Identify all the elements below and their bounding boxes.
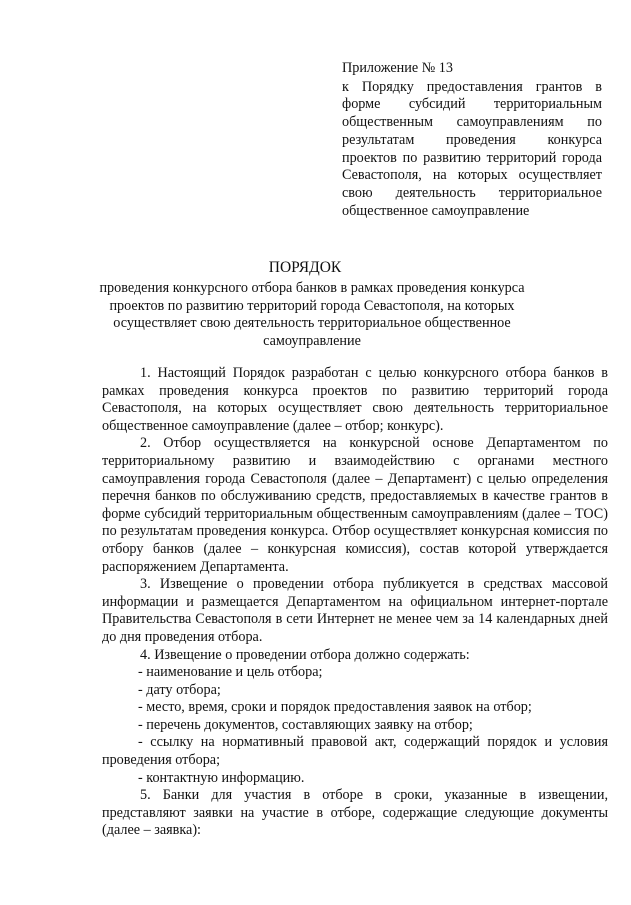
- list-item: - перечень документов, составляющих заявку на отбор;: [138, 716, 473, 733]
- document-body: [102, 365, 608, 840]
- paragraph-2: 2. Отбор осуществляется на конкурсной основе Департаментом по территориальному развитию и взаимодействию с органами местного самоуправления города Севастополя (далее – Департамент) с целью определения перечня банков по обслуживанию средств, предоставляемых в качестве грантов в форме субсидий территориальным общественным самоуправлениям (далее – ТОС) по результатам проведения конкурса. Отбор осуществляет конкурсная комиссия по отбору банков (далее – конкурсная комиссия), состав которой утверждается распоряжением Департамента.: [102, 435, 608, 575]
- list-item: - контактную информацию.: [138, 769, 305, 786]
- annex-number: Приложение № 13: [342, 60, 453, 76]
- list-item: - дату отбора;: [138, 681, 221, 698]
- paragraph-4: 4. Извещение о проведении отбора должно содержать:: [140, 646, 470, 663]
- document-subtitle: проведения конкурсного отбора банков в рамках проведения конкурса проектов по развитию территорий города Севастополя, на которых осуществляет свою деятельность территориальное общественное самоуправление: [99, 280, 525, 349]
- paragraph-3: 3. Извещение о проведении отбора публикуется в средствах массовой информации и размещается Департаментом на официальном интернет-портале Правительства Севастополя в сети Интернет не менее чем за 14 календарных дней до дня проведения отбора.: [102, 576, 608, 645]
- list-item: - ссылку на нормативный правовой акт, содержащий порядок и условия проведения отбора;: [102, 734, 608, 769]
- list-item: - место, время, сроки и порядок предоставления заявок на отбор;: [138, 699, 532, 716]
- document-title: ПОРЯДОК: [268, 259, 342, 276]
- paragraph-1: 1. Настоящий Порядок разработан с целью конкурсного отбора банков в рамках проведения конкурса проектов по развитию территорий города Севастополя, на которых осуществляет свою деятельность территориальное общественное самоуправление (далее – отбор; конкурс).: [102, 365, 608, 434]
- paragraph-5: 5. Банки для участия в отборе в сроки, указанные в извещении, представляют заявки на участие в отборе, содержащие следующие документы (далее – заявка):: [102, 787, 608, 839]
- annex-block: [342, 60, 602, 220]
- list-item: - наименование и цель отбора;: [138, 664, 323, 681]
- annex-reference: к Порядку предоставления грантов в форме субсидий территориальным общественным самоуправлениям по результатам проведения конкурса проектов по развитию территорий города Севастополя, на которых осуществляет свою деятельность территориальное общественное самоуправление: [342, 78, 602, 219]
